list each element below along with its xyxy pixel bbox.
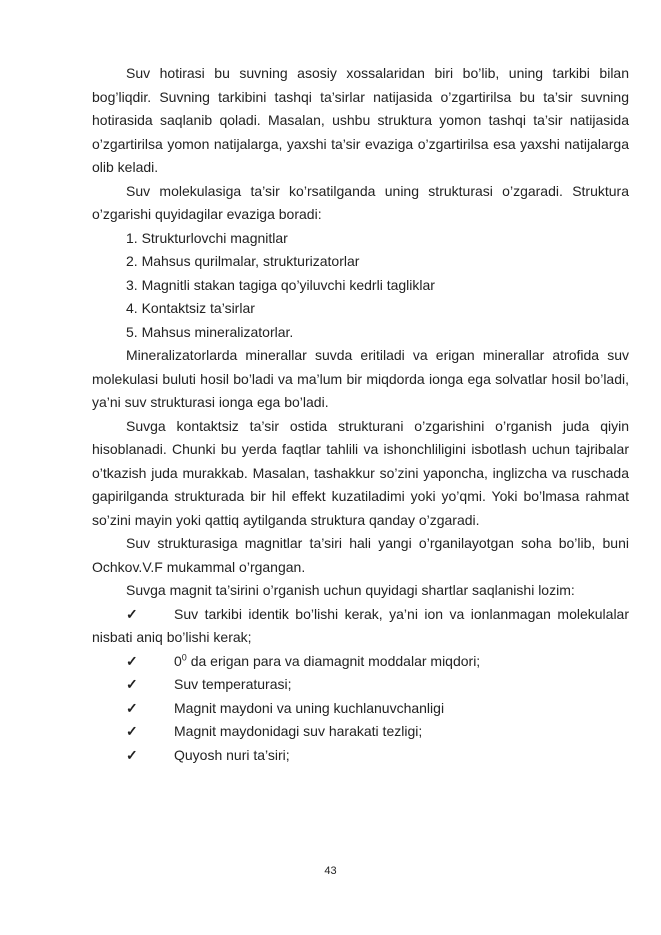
checklist-text: Magnit maydoni va uning kuchlanuvchanligi	[174, 699, 445, 716]
list-item: 5. Mahsus mineralizatorlar.	[126, 323, 294, 340]
paragraph-mineralizers: Mineralizatorlarda minerallar suvda eritiladi va erigan minerallar atrofida suv molekulasi buluti hosil bo’ladi va ma’lum bir miqdorda ionga ega solvatlar hosil bo’ladi, ya’ni suv strukturasi ionga ega bo’ladi.	[92, 347, 629, 410]
checklist-text: Quyosh nuri ta’siri;	[174, 746, 290, 763]
checklist-item	[92, 697, 629, 721]
superscript: 0	[181, 651, 187, 662]
checklist-item	[92, 650, 629, 674]
checkmark-icon: ✓	[126, 723, 138, 739]
list-item: 4. Kontaktsiz ta’sirlar	[126, 300, 255, 316]
checkmark-icon: ✓	[126, 676, 138, 692]
list-item: 2. Mahsus qurilmalar, strukturizatorlar	[126, 253, 360, 269]
document-page	[92, 62, 629, 767]
checklist-item	[92, 603, 629, 650]
list-item: 3. Magnitli stakan tagiga qo’yiluvchi kedrli tagliklar	[126, 276, 435, 293]
checklist-text: da erigan para va diamagnit moddalar miqdori;	[186, 652, 481, 669]
paragraph-magnets: Suv strukturasiga magnitlar ta’siri hali yangi o’rganilayotgan soha bo’lib, buni Ochkov.V.F mukammal o’rgangan.	[92, 535, 629, 575]
paragraph-contactless: Suvga kontaktsiz ta’sir ostida strukturani o’zgarishini o’rganish juda qiyin hisoblanadi. Chunki bu yerda faqtlar tahlili va ishonchliligini isbotlash uchun tajribalar o’tkazish juda murakkab. Masalan, tashakkur so’zini yaponcha, inglizcha va ruschada gapirilganda strukturada bir hil effekt kuzatiladimi yoki yo’qmi. Yoki bo’lmasa rahmat so’zini mayin yoki qattiq aytilganda struktura qanday o’zgaradi.	[92, 417, 629, 528]
checklist-item	[92, 720, 629, 744]
checkmark-icon: ✓	[126, 699, 138, 716]
page-number: 43	[324, 865, 337, 877]
paragraph-conditions: Suvga magnit ta’sirini o’rganish uchun quyidagi shartlar saqlanishi lozim:	[126, 582, 575, 598]
checklist-text: Suv tarkibi identik bo’lishi kerak, ya’ni ion va ionlanmagan molekulalar nisbati aniq bo’lishi kerak;	[92, 605, 629, 645]
checklist-item	[92, 673, 629, 697]
checklist-text: Suv temperaturasi;	[174, 676, 292, 692]
list-item: 1. Strukturlovchi magnitlar	[126, 229, 288, 246]
checkmark-icon: ✓	[126, 605, 138, 622]
checkmark-icon: ✓	[126, 652, 138, 669]
checklist-item	[92, 744, 629, 768]
checkmark-icon: ✓	[126, 746, 138, 763]
checklist-text: Magnit maydonidagi suv harakati tezligi;	[174, 723, 423, 739]
paragraph-water-memory: Suv hotirasi bu suvning asosiy xossalaridan biri bo’lib, uning tarkibi bilan bog’liqdir. Suvning tarkibini tashqi ta’sirlar natijasida o’zgartirilsa bu ta’sir suvning hotirasida saqlanib qoladi. Masalan, ushbu struktura yomon tashqi ta’sir natijasida o’zgartirilsa yomon natijalarga, yaxshi ta’sir evaziga o’zgartirilsa esa yaxshi natijalarga olib keladi.	[92, 65, 629, 175]
checklist-text: 0	[174, 652, 182, 669]
paragraph-structure-change: Suv molekulasiga ta’sir ko’rsatilganda uning strukturasi o’zgaradi. Struktura o’zgarishi quyidagilar evaziga boradi:	[92, 182, 629, 222]
